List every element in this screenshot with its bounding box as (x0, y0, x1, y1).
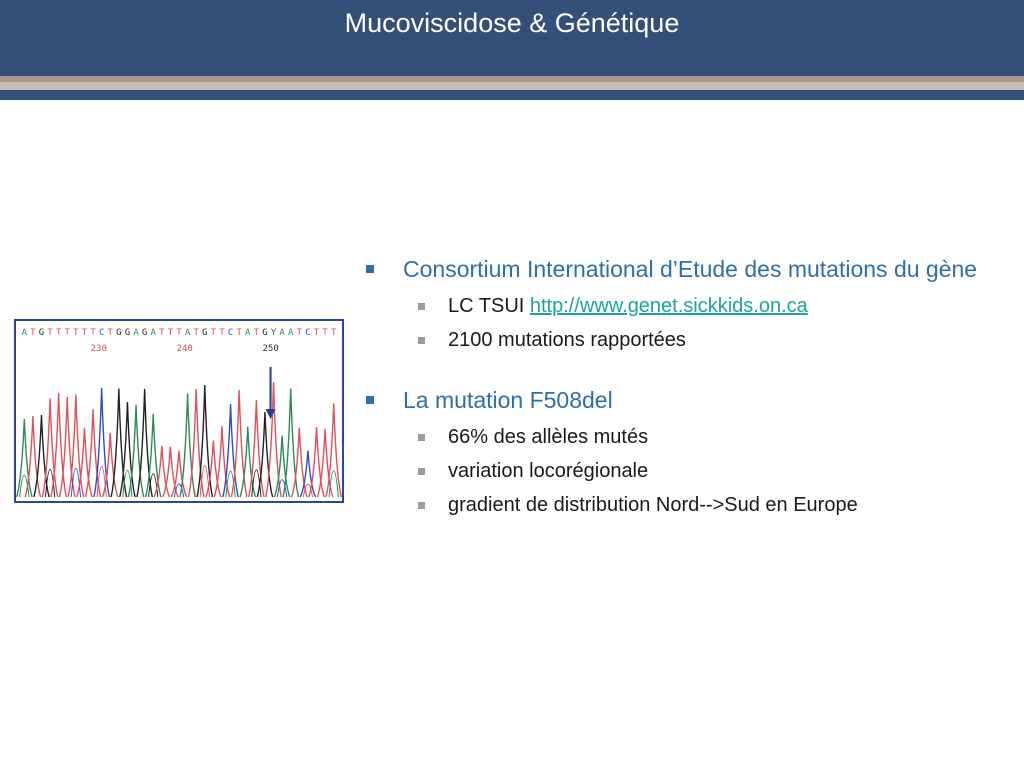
base-letter: T (30, 328, 36, 338)
base-letter: G (124, 328, 131, 338)
sub-bullet-text: 2100 mutations rapportées (448, 329, 686, 351)
trace-peak (180, 393, 195, 497)
trace-peak (326, 403, 341, 497)
base-letter: T (64, 328, 70, 338)
base-letter: Y (270, 328, 277, 338)
square-bullet-icon (418, 468, 425, 475)
sickkids-link[interactable]: http://www.genet.sickkids.on.ca (529, 295, 808, 317)
sub-bullet-text: variation locorégionale (448, 460, 649, 482)
base-letter: C (98, 328, 105, 338)
base-letter: T (193, 328, 199, 338)
position-label: 250 (262, 344, 279, 354)
sub-bullet-prefix: LC TSUI (448, 295, 530, 317)
header-divider-band-light (0, 82, 1024, 90)
base-letter: T (107, 328, 113, 338)
trace-peak (51, 393, 66, 497)
base-letter: C (305, 328, 311, 338)
trace-peak-secondary (97, 466, 106, 497)
base-letter: G (38, 328, 45, 338)
base-letter: T (81, 328, 88, 338)
base-letter: T (176, 328, 182, 338)
base-letter: T (47, 328, 53, 338)
square-bullet-icon (418, 337, 425, 344)
base-letter: C (227, 328, 234, 338)
slide-content (360, 254, 1000, 522)
trace-peak-secondary (329, 471, 338, 497)
base-letter: A (279, 328, 285, 338)
base-letter: T (55, 328, 62, 338)
base-letter: T (322, 328, 328, 338)
trace-peak-secondary (200, 466, 209, 497)
base-letter: A (21, 328, 28, 338)
trace-peak (68, 394, 83, 497)
trace-peak (231, 390, 246, 497)
square-bullet-icon (366, 265, 374, 273)
slide-title: Mucoviscidose & Génétique (344, 8, 680, 38)
trace-peak (17, 419, 32, 497)
base-letter: A (184, 328, 191, 338)
dna-chromatogram-image (14, 319, 344, 503)
base-letter: A (133, 328, 139, 338)
bullet-f508del (360, 385, 1000, 416)
bullet-consortium (360, 254, 1000, 285)
base-letter: T (313, 328, 320, 338)
trace-peak-secondary (71, 468, 80, 497)
trace-peak (309, 427, 324, 497)
square-bullet-icon (366, 396, 374, 404)
square-bullet-icon (418, 303, 425, 310)
base-letter: T (159, 328, 165, 338)
base-letter: G (202, 328, 208, 338)
bullet-text: La mutation F508del (403, 387, 613, 413)
base-letter: G (116, 328, 122, 338)
base-letter: A (245, 328, 251, 338)
sub-bullet-mutations-count (360, 323, 1000, 357)
base-letter: G (141, 328, 148, 338)
sub-bullet-text: 66% des allèles mutés (448, 426, 649, 448)
trace-peak (42, 398, 57, 497)
trace-peak (25, 416, 40, 497)
base-letter: T (73, 328, 79, 338)
sub-bullet-lc-tsui (360, 289, 1000, 323)
base-letter: T (253, 328, 260, 338)
trace-peak (249, 400, 264, 497)
base-letter: T (210, 328, 217, 338)
sub-bullet-text: gradient de distribution Nord-->Sud en Europe (448, 494, 858, 516)
base-letter: A (150, 328, 156, 338)
base-letter: T (167, 328, 174, 338)
base-letter: T (236, 328, 242, 338)
base-letter: G (262, 328, 268, 338)
chromatogram-traces (16, 321, 342, 501)
position-label: 230 (90, 344, 107, 354)
trace-peak (94, 388, 109, 497)
sub-bullet-alleles (360, 420, 1000, 454)
base-letter: T (219, 328, 225, 338)
square-bullet-icon (418, 502, 425, 509)
base-letter: T (90, 328, 96, 338)
bullet-text: Consortium International d’Etude des mutations du gène (403, 256, 978, 282)
square-bullet-icon (418, 434, 425, 441)
base-letter: T (296, 328, 303, 338)
slide-header (0, 0, 1024, 76)
trace-peak (283, 389, 298, 497)
base-letter: T (330, 328, 337, 338)
base-letter: A (288, 328, 294, 338)
sub-bullet-variation (360, 454, 1000, 488)
header-divider-band-dark (0, 90, 1024, 100)
sub-bullet-gradient (360, 488, 1000, 522)
position-label: 240 (176, 344, 193, 354)
trace-peak (137, 389, 152, 497)
